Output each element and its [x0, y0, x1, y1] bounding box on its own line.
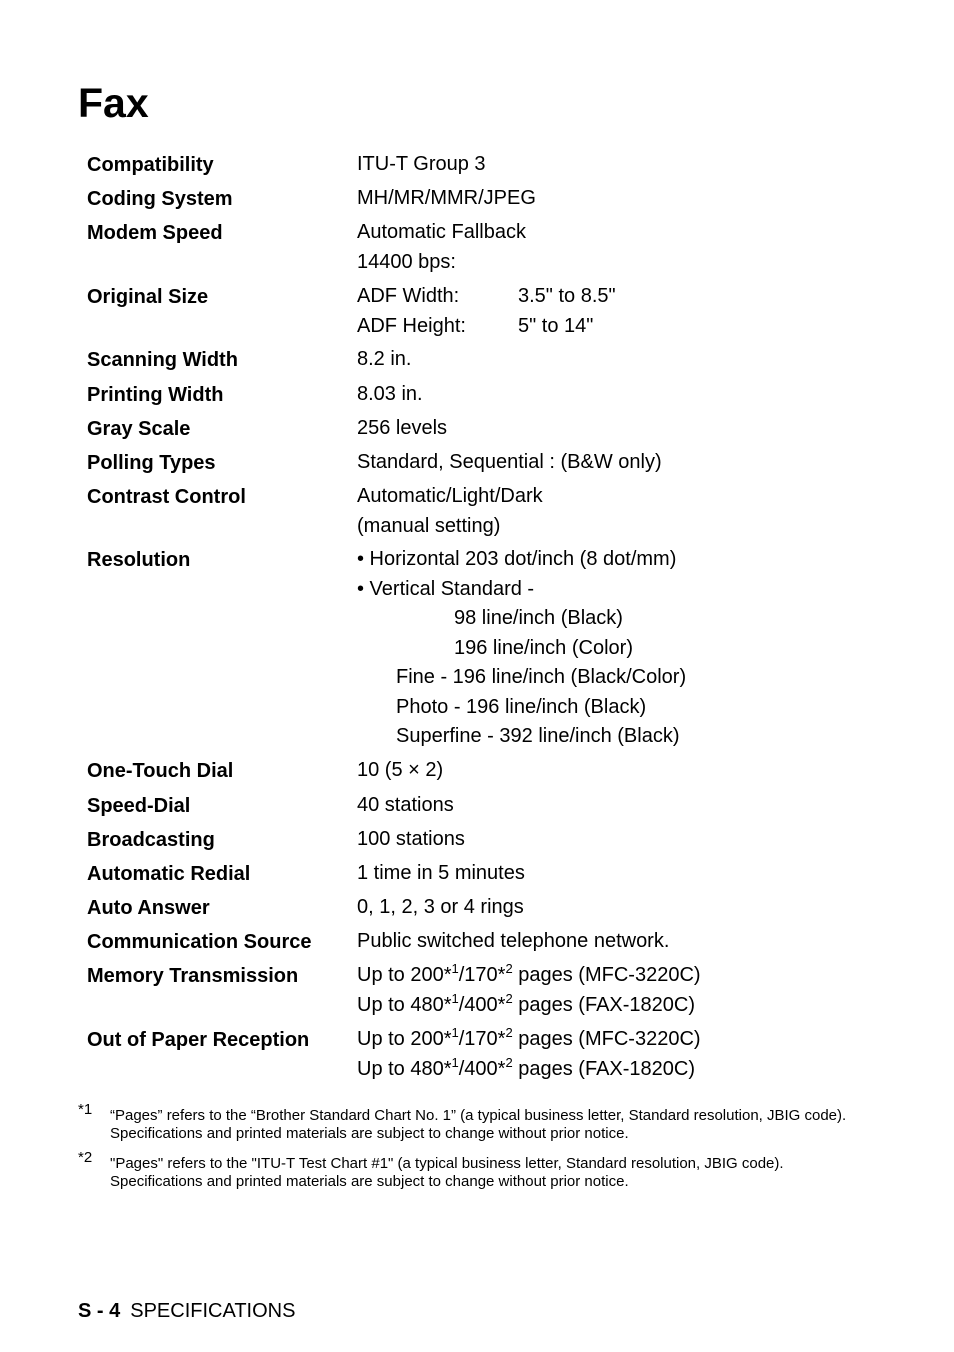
spec-value — [357, 345, 411, 375]
spec-value-line: Automatic/Light/Dark — [357, 485, 543, 507]
footer-page-number: S - 4 — [78, 1300, 121, 1322]
spec-row — [87, 825, 867, 855]
capacity-line — [357, 991, 701, 1021]
spec-value — [357, 150, 486, 180]
spec-value — [357, 380, 423, 410]
spec-label: Automatic Redial — [87, 863, 251, 885]
spec-row — [87, 380, 867, 410]
spec-label: Contrast Control — [87, 486, 246, 508]
spec-row — [87, 756, 867, 786]
spec-pair-value: 3.5" to 8.5" — [518, 285, 616, 307]
footnote-ref: 2 — [505, 1025, 513, 1040]
capacity-part: pages (MFC-3220C) — [512, 964, 701, 986]
spec-row — [87, 218, 867, 273]
spec-pair-key: ADF Width: — [357, 285, 460, 307]
resolution-vertical-heading: • Vertical Standard - — [357, 577, 535, 600]
spec-value-line: 100 stations — [357, 828, 465, 850]
spec-label: Memory Transmission — [87, 965, 299, 987]
spec-label: Scanning Width — [87, 349, 238, 371]
footnote-ref: 1 — [451, 961, 459, 976]
spec-label: Auto Answer — [87, 897, 210, 919]
spec-value — [357, 184, 536, 214]
resolution-mode-line: Photo - 196 line/inch (Black) — [396, 695, 647, 718]
spec-value-line: (manual setting) — [357, 514, 501, 537]
spec-row — [87, 961, 867, 1016]
spec-value-line: 8.03 in. — [357, 383, 423, 405]
spec-value-line: 8.2 in. — [357, 348, 412, 370]
spec-value-line: 10 (5 × 2) — [357, 759, 444, 781]
spec-label: Printing Width — [87, 384, 224, 406]
capacity-part: /400* — [458, 993, 506, 1016]
capacity-part: Up to 480* — [357, 1057, 452, 1080]
footnote-ref: 1 — [451, 990, 459, 1006]
spec-value-line: Standard, Sequential : (B&W only) — [357, 451, 662, 473]
spec-value — [357, 791, 454, 821]
capacity-part: pages (MFC-3220C) — [512, 1028, 701, 1050]
spec-value — [357, 961, 701, 1020]
spec-value — [357, 482, 543, 541]
spec-value-line: MH/MR/MMR/JPEG — [357, 187, 536, 209]
spec-row — [87, 414, 867, 444]
spec-pair-key: ADF Height: — [357, 314, 466, 337]
spec-label: Polling Types — [87, 452, 216, 474]
spec-label: Coding System — [87, 188, 233, 210]
spec-value — [357, 218, 526, 277]
spec-row — [87, 1025, 867, 1080]
spec-label: Out of Paper Reception — [87, 1029, 310, 1051]
spec-value-line: 1 time in 5 minutes — [357, 862, 525, 884]
spec-row — [87, 345, 867, 375]
footer-section: SPECIFICATIONS — [130, 1300, 296, 1322]
spec-label: One-Touch Dial — [87, 760, 234, 782]
footnote-ref: 2 — [505, 990, 513, 1006]
spec-value-line: 40 stations — [357, 794, 454, 816]
spec-row — [87, 893, 867, 923]
spec-value — [357, 893, 524, 923]
resolution-standard-line: 98 line/inch (Black) — [454, 607, 623, 629]
spec-label: Broadcasting — [87, 829, 215, 851]
spec-value — [357, 414, 447, 444]
spec-value — [357, 825, 465, 855]
footnote-ref: 1 — [451, 1054, 459, 1070]
spec-value-line: Automatic Fallback — [357, 221, 526, 243]
spec-value — [357, 282, 616, 341]
spec-value — [357, 859, 525, 889]
spec-value-line: 14400 bps: — [357, 250, 456, 273]
footnote-text: "Pages" refers to the "ITU-T Test Chart #1" (a typical business letter, Standard resolution, JBIG code). Specifications and printed materials are subject to change without prior notice. — [110, 1155, 784, 1190]
capacity-part: pages (FAX-1820C) — [512, 993, 696, 1016]
spec-label: Communication Source — [87, 931, 312, 953]
capacity-part: /170* — [458, 964, 506, 986]
resolution-mode-line: Superfine - 392 line/inch (Black) — [396, 725, 680, 747]
spec-pair-value: 5" to 14" — [518, 314, 594, 337]
page-title: Fax — [78, 80, 149, 126]
spec-label: Speed-Dial — [87, 795, 191, 817]
spec-row — [87, 184, 867, 214]
spec-value — [357, 448, 662, 478]
spec-row — [87, 927, 867, 957]
spec-value — [357, 545, 686, 752]
spec-value — [357, 927, 669, 957]
footnote-ref: 2 — [505, 961, 513, 976]
spec-row — [87, 545, 867, 747]
spec-row — [87, 791, 867, 821]
spec-row — [87, 859, 867, 889]
spec-value-line: ITU-T Group 3 — [357, 153, 486, 175]
capacity-part: pages (FAX-1820C) — [512, 1057, 696, 1080]
spec-row — [87, 150, 867, 180]
footnote-ref: 1 — [451, 1025, 459, 1040]
footnote-text: “Pages” refers to the “Brother Standard Chart No. 1” (a typical business letter, Standard resolution, JBIG code). Specifications and printed materials are subject to change without prior notice. — [110, 1107, 847, 1142]
footnote-ref: 2 — [505, 1054, 513, 1070]
footnote-mark: *2 — [78, 1149, 93, 1166]
spec-value-line: 256 levels — [357, 417, 448, 439]
spec-value — [357, 756, 443, 786]
capacity-line — [357, 961, 701, 991]
spec-value-line: Public switched telephone network. — [357, 930, 670, 952]
resolution-mode-line: Fine - 196 line/inch (Black/Color) — [396, 666, 687, 688]
spec-value-line — [357, 282, 616, 312]
spec-value-line: 0, 1, 2, 3 or 4 rings — [357, 896, 524, 918]
capacity-line — [357, 1055, 701, 1085]
capacity-part: /400* — [458, 1057, 506, 1080]
capacity-line — [357, 1025, 701, 1055]
spec-value-line — [357, 312, 594, 342]
spec-value — [357, 1025, 701, 1084]
capacity-part: /170* — [458, 1028, 506, 1050]
spec-label: Gray Scale — [87, 418, 191, 440]
spec-row — [87, 282, 867, 337]
spec-label: Original Size — [87, 286, 209, 308]
capacity-part: Up to 200* — [357, 1028, 452, 1050]
page-footer — [78, 1300, 295, 1323]
spec-row — [87, 482, 867, 537]
spec-label: Compatibility — [87, 154, 214, 176]
capacity-part: Up to 200* — [357, 964, 452, 986]
spec-row — [87, 448, 867, 478]
resolution-horizontal: • Horizontal 203 dot/inch (8 dot/mm) — [357, 548, 677, 570]
capacity-part: Up to 480* — [357, 993, 452, 1016]
footnote-mark: *1 — [78, 1101, 93, 1118]
resolution-standard-line: 196 line/inch (Color) — [454, 636, 633, 659]
spec-label: Resolution — [87, 549, 191, 571]
spec-label: Modem Speed — [87, 222, 223, 244]
